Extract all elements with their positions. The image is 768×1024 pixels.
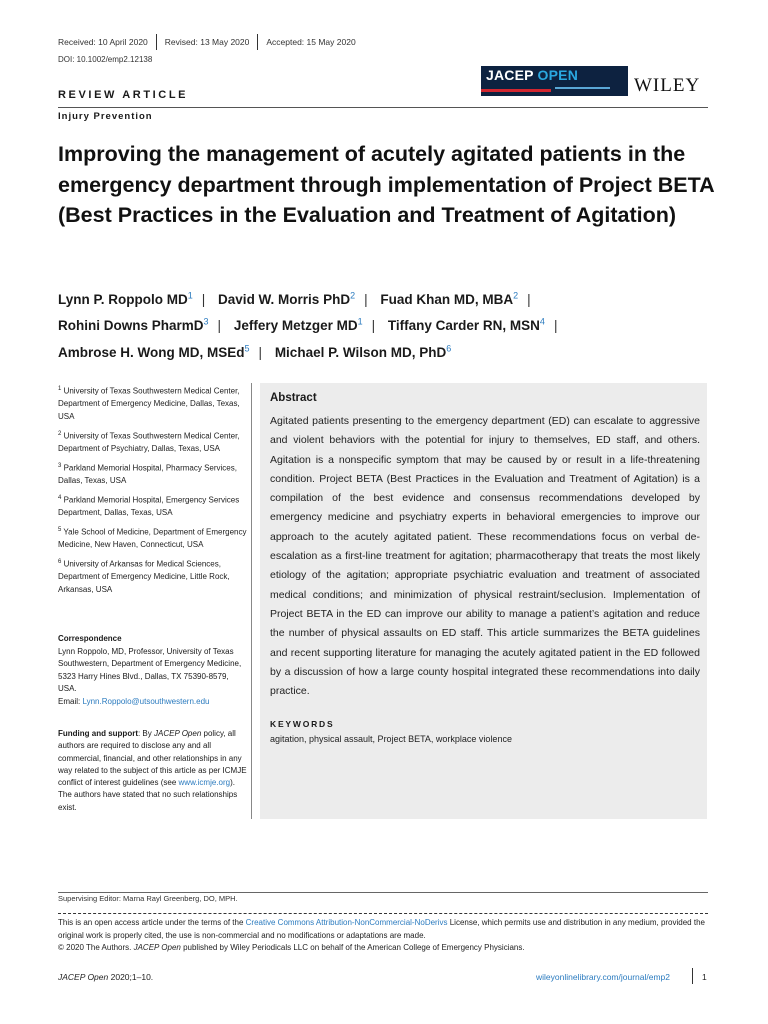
page-number: 1	[702, 972, 707, 982]
affiliation: $^1$ University of Texas Southwestern Medical Center, Department of Emergency Medicine, Dallas, Texas, USA	[58, 386, 240, 421]
logo-main-text: JACEP	[486, 67, 534, 83]
logo-accent-text: OPEN	[537, 67, 579, 83]
author-list	[58, 284, 738, 364]
correspondence-heading: Correspondence	[58, 634, 122, 643]
affiliation: $^2$ University of Texas Southwestern Medical Center, Department of Psychiatry, Dallas, Texas, USA	[58, 430, 240, 453]
correspondence: Correspondence Lynn Roppolo, MD, Professor, University of Texas Southwestern, Department of Emergency Medicine, 5323 Harry Hines Blvd., Dallas, TX 75390-8579, USA. Email: Lynn.Roppolo@utsouthwestern.edu	[58, 633, 248, 708]
received-date: Received: 10 April 2020	[58, 37, 148, 47]
logo-blue-bar	[555, 87, 610, 89]
subject-category: Injury Prevention	[58, 111, 153, 122]
email-link[interactable]: Lynn.Roppolo@utsouthwestern.edu	[82, 696, 210, 706]
author-line: Ambrose H. Wong MD, MSEd$^5$ | Michael P. Wilson MD, PhD$^6$	[58, 343, 452, 360]
license-statement: This is an open access article under the terms of the Creative Commons Attribution-NonCommercial-NoDerivs License, which permits use and distribution in any medium, provided the original work is properly cited, the use is non-commercial and no modifications or adaptations are made. © 2020 The Authors. JACEP Open published by Wiley Periodicals LLC on behalf of the American College of Emergency Physicians.	[58, 918, 705, 952]
funding-heading: Funding and support	[58, 729, 138, 738]
column-divider	[251, 383, 252, 819]
license-link[interactable]: Creative Commons Attribution-NonCommercial-NoDerivs	[245, 918, 448, 927]
correspondence-text: Lynn Roppolo, MD, Professor, University of Texas Southwestern, Department of Emergency Medicine, 5323 Harry Hines Blvd., Dallas, TX 75390-8579, USA.	[58, 646, 242, 693]
divider	[58, 892, 708, 893]
author[interactable]: Jeffery Metzger $MD^1$	[233, 316, 363, 333]
dashed-divider	[58, 913, 708, 914]
author[interactable]: Lynn P. Roppolo $MD^1$	[58, 290, 193, 307]
affiliations	[58, 383, 248, 601]
keywords-text: agitation, physical assault, Project BETA, workplace violence	[270, 734, 512, 744]
publisher-logo: WILEY	[634, 75, 701, 96]
article-title: Improving the management of acutely agitated patients in the emergency department through implementation of Project BETA (Best Practices in the Evaluation and Treatment of Agitation)	[58, 142, 714, 227]
author-line: Lynn P. Roppolo $MD^1$ | David W. Morris PhD$^2$ | Fuad Khan MD, MBA$^2$ |	[58, 290, 531, 307]
article-type: REVIEW ARTICLE	[58, 89, 189, 101]
article-dates	[58, 34, 356, 50]
doi: DOI: 10.1002/emp2.12138	[58, 55, 153, 64]
funding-statement: Funding and support: By JACEP Open policy, all authors are required to disclose any and all commercial, financial, and other relationships in any way related to the subject of this article as per ICMJE conflict of interest guidelines (see www.icmje.org). The authors have stated that no such relationships exist.	[58, 729, 247, 812]
icmje-link[interactable]: www.icmje.org	[178, 778, 231, 788]
divider	[156, 34, 157, 50]
affiliation: $^5$ Yale School of Medicine, Department of Emergency Medicine, New Haven, Connecticut, USA	[58, 527, 247, 550]
divider	[257, 34, 258, 50]
journal-url-link[interactable]: wileyonlinelibrary.com/journal/emp2	[536, 972, 671, 982]
journal-logo	[481, 66, 628, 96]
author[interactable]: Ambrose H. Wong MD, MSEd$^5$	[58, 343, 250, 360]
author-line: Rohini Downs PharmD$^3$ | Jeffery Metzger $MD^1$ | Tiffany Carder RN, MSN$^4$ |	[58, 316, 558, 333]
accepted-date: Accepted: 15 May 2020	[266, 37, 356, 47]
affiliation: $^6$ University of Arkansas for Medical Sciences, Department of Emergency Medicine, Little Rock, Arkansas, USA	[58, 559, 230, 594]
revised-date: Revised: 13 May 2020	[164, 37, 250, 47]
affiliation: $^4$ Parkland Memorial Hospital, Emergency Services Department, Dallas, Texas, USA	[58, 494, 240, 518]
keywords-heading: KEYWORDS	[270, 719, 335, 729]
author[interactable]: Michael P. Wilson MD, PhD$^6$	[274, 343, 452, 360]
divider	[692, 968, 693, 984]
author[interactable]: Tiffany Carder RN, MSN$^4$	[387, 316, 545, 333]
author[interactable]: Fuad Khan MD, MBA$^2$	[380, 290, 519, 307]
abstract-text: Agitated patients presenting to the emergency department (ED) can escalate to aggressive and violent behaviors with the potential for injury to themselves, ED staff, and others. Agitation is a nonspecific symptom that may be caused by or result in a life-threatening condition. Project BETA (Best Practices in the Evaluation and Treatment of Agitation) is a compilation of the best evidence and consensus recommendations developed by emergency medicine and psychiatry experts in behavioral emergencies to improve our approach to the acutely agitated patient. These recommendations focus on verbal de-escalation as a first-line treatment for agitation; pharmacotherapy that treats the most likely etiology of the agitation; appropriate psychiatric evaluation and treatment of associated medical conditions; and minimization of physical restraint/seclusion. Implementation of Project BETA in the ED can improve our ability to manage a patient’s agitation and reduce the number of physical assaults on ED staff. This article summarizes the BETA guidelines and recent supporting literature for managing the acutely agitated patient in the ED followed by a discussion of how a large county hospital integrated these recommendations into daily practice.	[270, 415, 700, 698]
author[interactable]: David W. Morris PhD$^2$	[218, 290, 356, 307]
citation: JACEP Open 2020;1–10.	[58, 972, 154, 982]
affiliation: $^3$ Parkland Memorial Hospital, Pharmacy Services, Dallas, Texas, USA	[58, 462, 237, 485]
logo-red-bar	[481, 89, 551, 92]
author[interactable]: Rohini Downs PharmD$^3$	[58, 316, 209, 333]
abstract-heading: Abstract	[270, 392, 317, 404]
divider	[58, 107, 708, 108]
supervising-editor: Supervising Editor: Marna Rayl Greenberg, DO, MPH.	[58, 894, 238, 903]
